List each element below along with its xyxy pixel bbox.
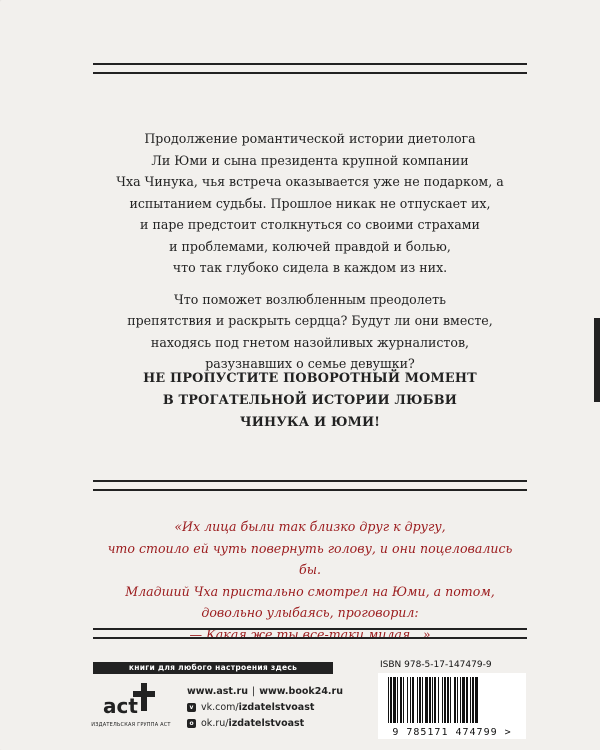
link-separator: |	[252, 685, 256, 697]
call-to-action	[100, 368, 520, 434]
top-double-rule	[93, 63, 527, 74]
barcode-bars	[378, 673, 526, 727]
ok-icon: o	[187, 719, 196, 728]
bottom-double-rule	[93, 628, 527, 639]
ok-row[interactable]	[187, 715, 343, 731]
logo-caption: ИЗДАТЕЛЬСКАЯ ГРУППА АСТ	[91, 722, 171, 728]
blurb-line: и паре предстоит столкнуться со своими страхами	[140, 217, 480, 232]
blurb-line: препятствия и раскрыть сердца? Будут ли они вместе,	[127, 313, 493, 328]
blurb-line: Что поможет возлюбленным преодолеть	[174, 291, 446, 307]
vk-row[interactable]	[187, 699, 343, 715]
quote-line: «Их лица были так близко друг к другу,	[174, 519, 446, 534]
excerpt-quote	[95, 516, 525, 645]
blurb-line: что так глубоко сидела в каждом из них.	[172, 260, 448, 275]
blurb-line: испытанием судьбы. Прошлое никак не отпускает их,	[129, 195, 491, 211]
websites-row	[187, 683, 343, 699]
blurb-line: Ли Юми и сына президента крупной компании	[151, 152, 469, 168]
cta-line: В ТРОГАТЕЛЬНОЙ ИСТОРИИ ЛЮБВИ	[162, 393, 458, 408]
blurb-paragraph-1	[100, 128, 520, 279]
site-link-book24[interactable]: www.book24.ru	[259, 685, 343, 697]
publisher-links	[187, 683, 343, 731]
cta-line: ЧИНУКА И ЮМИ!	[239, 415, 381, 430]
quote-line: — Какая же ты все-таки милая…»	[189, 626, 431, 642]
blurb-line: разузнавших о семье девушки?	[205, 356, 415, 371]
quote-line: что стоило ей чуть повернуть голову, и они поцеловались бы.	[107, 540, 513, 577]
logo-text: act	[103, 694, 138, 718]
blurb-line: Продолжение романтической истории диетолога	[144, 131, 476, 146]
quote-line: довольно улыбаясь, проговорил:	[201, 605, 419, 620]
isbn-label: ISBN 978-5-17-147479-9	[380, 660, 492, 670]
side-tab-marker	[594, 318, 600, 402]
quote-line: Младший Чха пристально смотрел на Юми, а потом,	[125, 583, 495, 599]
blurb-paragraph-2	[100, 289, 520, 375]
blurb	[100, 128, 520, 385]
cta-line: НЕ ПРОПУСТИТЕ ПОВОРОТНЫЙ МОМЕНТ	[143, 371, 477, 386]
barcode-digits: 9 785171 474799 >	[392, 727, 512, 738]
publisher-tagline: книги для любого настроения здесь	[93, 662, 333, 674]
site-link-ast[interactable]: www.ast.ru	[187, 685, 248, 697]
vk-link-handle: izdatelstvoast	[238, 701, 315, 713]
blurb-line: находясь под гнетом назойливых журналистов,	[150, 334, 470, 350]
vk-icon: v	[187, 703, 196, 712]
vk-link-prefix: vk.com/	[201, 701, 239, 713]
middle-double-rule	[93, 480, 527, 491]
blurb-line: Чха Чинука, чья встреча оказывается уже не подарком, а	[116, 174, 504, 189]
blurb-line: и проблемами, колючей правдой и болью,	[169, 238, 451, 254]
ok-link-prefix: ok.ru/	[201, 717, 229, 729]
ok-link-handle: izdatelstvoast	[228, 717, 305, 729]
